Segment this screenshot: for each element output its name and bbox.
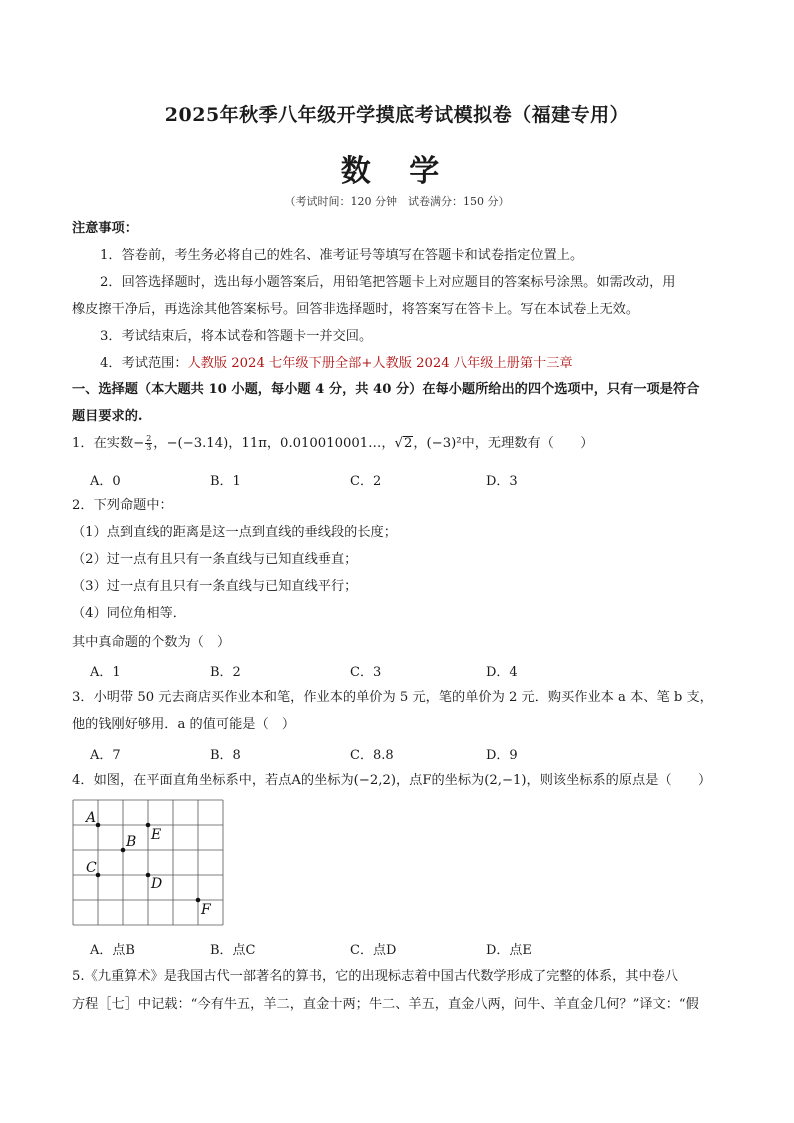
q4-option-c: C．点D: [350, 943, 397, 958]
q1-option-d: D．3: [486, 474, 518, 489]
grid-point-e: [146, 823, 151, 828]
q3-option-a: A．7: [90, 748, 121, 763]
section-heading-line1: 一、选择题（本大题共 10 小题，每小题 4 分，共 40 分）在每小题所给出的四个选项中，只有一项是符合: [72, 382, 700, 397]
q2-option-c: C．3: [350, 665, 382, 680]
q2-option-a: A．1: [90, 665, 121, 680]
grid-label-a: A: [86, 810, 97, 826]
grid-label-c: C: [86, 860, 97, 876]
q3-line1: 3．小明带 50 元去商店买作业本和笔，作业本的单价为 5 元，笔的单价为 2 元．购买作业本 a 本、笔 b 支，: [72, 690, 713, 705]
notice-item-4-prefix: 4．考试范围：: [100, 356, 188, 371]
q1-option-a: A．0: [90, 474, 121, 489]
grid-label-b: B: [126, 834, 137, 850]
grid-svg: [72, 799, 224, 927]
grid-point-d: [146, 873, 151, 878]
q4-option-b: B．点C: [210, 943, 256, 958]
q1-prefix: 1．在实数−: [72, 436, 145, 451]
q3-option-b: B．8: [210, 748, 241, 763]
q2-item-4: （4）同位角相等．: [72, 606, 186, 621]
grid-point-a: [96, 823, 101, 828]
q3-option-d: D．9: [486, 748, 518, 763]
section-heading-line2: 题目要求的.: [72, 409, 143, 424]
q1-frac-den: 3: [146, 443, 152, 452]
q1-suffix: ，(−3)²中，无理数有（ ）: [413, 436, 594, 451]
q2-option-d: D．4: [486, 665, 518, 680]
q2-stem: 2．下列命题中：: [72, 498, 173, 513]
q4-stem: 4．如图，在平面直角坐标系中，若点A的坐标为(−2,2)，点F的坐标为(2,−1)，则该坐标系的原点是（ ）: [72, 773, 712, 788]
q5-line2: 方程［七］中记载：“今有牛五，羊二，直金十两；牛二、羊五，直金八两，问牛、羊直金几何？”译文：“假: [72, 997, 699, 1012]
q3-line2: 他的钱刚好够用．a 的值可能是（ ）: [72, 717, 296, 732]
subject-title: 数 学: [340, 154, 454, 189]
notice-item-1: 1．答卷前，考生务必将自己的姓名、准考证号等填写在答题卡和试卷指定位置上。: [100, 248, 584, 263]
notice-item-2-cont: 橡皮擦干净后，再选涂其他答案标号。回答非选择题时，将答案写在答卡上。写在本试卷上无效。: [72, 302, 640, 317]
q1-radicand: 2: [403, 436, 413, 451]
q1-frac-num: 2: [146, 434, 152, 443]
q1-option-b: B．1: [210, 474, 241, 489]
q2-item-2: （2）过一点有且只有一条直线与已知直线垂直；: [72, 552, 358, 567]
q4-option-d: D．点E: [486, 943, 532, 958]
q1-middle: ，−(−3.14)，11π，0.010010001…，√: [153, 436, 403, 451]
q1-option-c: C．2: [350, 474, 382, 489]
notice-heading: 注意事项：: [72, 221, 138, 236]
exam-range: 人教版 2024 七年级下册全部+人教版 2024 八年级上册第十三章: [187, 356, 573, 371]
grid-label-d: D: [151, 876, 163, 892]
notice-item-4: [100, 355, 573, 372]
grid-label-e: E: [151, 827, 162, 843]
q1-fraction: [145, 435, 152, 452]
q4-option-a: A．点B: [90, 943, 135, 958]
q5-line1: 5.《九重算术》是我国古代一部著名的算书，它的出现标志着中国古代数学形成了完整的体系，其中卷八: [72, 969, 679, 984]
exam-meta: （考试时间：120 分钟 试卷满分：150 分）: [284, 195, 510, 208]
grid-point-f: [196, 898, 201, 903]
coordinate-grid-figure: [72, 799, 224, 927]
q1-stem: [72, 435, 593, 452]
notice-item-2: 2．回答选择题时，选出每小题答案后，用铅笔把答题卡上对应题目的答案标号涂黑。如需改动，用: [100, 275, 676, 290]
q2-item-3: （3）过一点有且只有一条直线与已知直线平行；: [72, 579, 358, 594]
exam-title: 2025年秋季八年级开学摸底考试模拟卷（福建专用）: [164, 104, 630, 126]
grid-label-f: F: [201, 902, 211, 918]
q3-option-c: C．8.8: [350, 748, 394, 763]
q2-question: 其中真命题的个数为（ ）: [72, 635, 231, 650]
q2-option-b: B．2: [210, 665, 241, 680]
q2-item-1: （1）点到直线的距离是这一点到直线的垂线段的长度；: [72, 525, 397, 540]
grid-point-b: [121, 848, 126, 853]
notice-item-3: 3．考试结束后，将本试卷和答题卡一并交回。: [100, 329, 373, 344]
